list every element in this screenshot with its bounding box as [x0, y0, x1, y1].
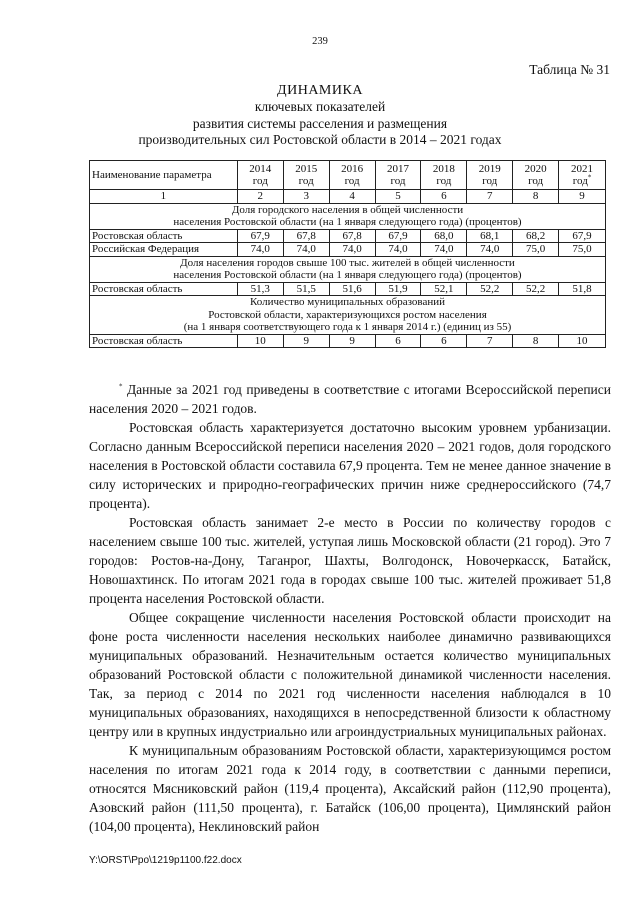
row-name: Российская Федерация — [90, 243, 238, 257]
table-row — [90, 243, 606, 257]
heading-line-4: производительных сил Ростовской области в 2014 – 2021 годах — [138, 132, 502, 147]
column-number: 6 — [421, 190, 467, 204]
cell-value: 51,9 — [375, 282, 421, 296]
paragraph: Ростовская область занимает 2-е место в России по количеству городов с населением свыше 100 тыс. жителей, уступая лишь Московской области (21 город). Это 7 городов: Ростов-на-Дону, Таганрог, Шахты, Волгодонск, Новочеркасск, Батайск, Новошахтинск. По итогам 2021 года в городах свыше 100 тыс. жителей проживает 51,8 процента населения Ростовской области. — [89, 515, 611, 606]
column-number: 9 — [559, 190, 606, 204]
column-number: 3 — [283, 190, 329, 204]
cell-value: 9 — [283, 334, 329, 348]
heading-line-2: ключевых показателей — [254, 99, 386, 114]
cell-value: 74,0 — [467, 243, 513, 257]
cell-value: 75,0 — [513, 243, 559, 257]
column-number: 7 — [467, 190, 513, 204]
section-title-row — [90, 296, 606, 335]
cell-value: 67,8 — [283, 229, 329, 243]
row-name: Ростовская область — [90, 229, 238, 243]
table-row — [90, 334, 606, 348]
column-number: 8 — [513, 190, 559, 204]
footnote-text: Данные за 2021 год приведены в соответствие с итогами Всероссийской переписи населения 2020 – 2021 годов. — [89, 382, 611, 416]
cell-value: 10 — [559, 334, 606, 348]
cell-value: 68,2 — [513, 229, 559, 243]
cell-value: 75,0 — [559, 243, 606, 257]
page-number: 239 — [312, 36, 328, 47]
cell-value: 67,9 — [559, 229, 606, 243]
cell-value: 68,0 — [421, 229, 467, 243]
heading-line-3: развития системы расселения и размещения — [192, 115, 448, 131]
header-row — [90, 161, 606, 190]
cell-value: 68,1 — [467, 229, 513, 243]
cell-value: 9 — [329, 334, 375, 348]
column-number: 4 — [329, 190, 375, 204]
cell-value: 6 — [421, 334, 467, 348]
paragraph: Ростовская область характеризуется достаточно высоким уровнем урбанизации. Согласно данным Всероссийской переписи населения 2020 – 2021 годов, доля городского населения в Ростовской области составила 67,9 процента. Тем не менее данное значение в силу исторических и природно-географических причин ниже среднероссийского (74,7 процента). — [89, 420, 611, 511]
cell-value: 51,8 — [559, 282, 606, 296]
year-header: 2015 год — [283, 161, 329, 190]
cell-value: 52,2 — [513, 282, 559, 296]
cell-value: 7 — [467, 334, 513, 348]
param-header: Наименование параметра — [90, 161, 238, 190]
body-text — [89, 380, 611, 836]
cell-value: 74,0 — [237, 243, 283, 257]
table-heading — [0, 82, 640, 149]
cell-value: 52,1 — [421, 282, 467, 296]
heading-title: ДИНАМИКА — [277, 83, 363, 98]
cell-value: 74,0 — [375, 243, 421, 257]
year-header: 2016 год — [329, 161, 375, 190]
cell-value: 51,3 — [237, 282, 283, 296]
section-title: Количество муниципальных образований Ростовской области, характеризующихся ростом населения (на 1 января соответствующего года к 1 января 2014 г.) (единиц из 55) — [90, 296, 606, 335]
row-name: Ростовская область — [90, 282, 238, 296]
cell-value: 74,0 — [329, 243, 375, 257]
cell-value: 10 — [237, 334, 283, 348]
year-header: 2017 год — [375, 161, 421, 190]
section-title: Доля городского населения в общей численности населения Ростовской области (на 1 января следующего года) (процентов) — [90, 203, 606, 229]
cell-value: 67,8 — [329, 229, 375, 243]
footnote-mark: * — [119, 382, 123, 391]
year-header: 2018 год — [421, 161, 467, 190]
table-label: Таблица № 31 — [529, 62, 610, 77]
cell-value: 6 — [375, 334, 421, 348]
column-number-row — [90, 190, 606, 204]
column-number: 5 — [375, 190, 421, 204]
column-number: 2 — [237, 190, 283, 204]
section-title-row — [90, 203, 606, 229]
table-row — [90, 282, 606, 296]
cell-value: 52,2 — [467, 282, 513, 296]
cell-value: 74,0 — [421, 243, 467, 257]
file-path: Y:\ORST\Ppo\1219p1100.f22.docx — [89, 855, 242, 866]
year-header: 2021 год* — [559, 161, 606, 190]
table-row — [90, 229, 606, 243]
section-title-row — [90, 256, 606, 282]
year-header: 2014 год — [237, 161, 283, 190]
cell-value: 51,6 — [329, 282, 375, 296]
cell-value: 74,0 — [283, 243, 329, 257]
cell-value: 8 — [513, 334, 559, 348]
cell-value: 51,5 — [283, 282, 329, 296]
indicators-table — [89, 160, 606, 348]
year-header: 2019 год — [467, 161, 513, 190]
column-number: 1 — [90, 190, 238, 204]
section-title: Доля населения городов свыше 100 тыс. жителей в общей численности населения Ростовской области (на 1 января следующего года) (процентов) — [90, 256, 606, 282]
footnote-mark: * — [587, 173, 592, 182]
row-name: Ростовская область — [90, 334, 238, 348]
paragraph: Общее сокращение численности населения Ростовской области происходит на фоне роста численности населения нескольких наиболее динамично развивающихся муниципальных образований. Незначительным остается количество муниципальных образований Ростовской области с положительной динамикой численности населения. Так, за период с 2014 по 2021 год численности населения наблюдался в 10 муниципальных образованиях, находящихся в непосредственной близости к областному центру или в крупных индустриально или агроиндустриальных муниципальных районах. — [89, 610, 611, 739]
cell-value: 67,9 — [375, 229, 421, 243]
footnote — [89, 380, 611, 418]
year-header: 2020 год — [513, 161, 559, 190]
cell-value: 67,9 — [237, 229, 283, 243]
paragraph: К муниципальным образованиям Ростовской области, характеризующимся ростом населения по итогам 2021 года к 2014 году, в соответствии с данными переписи, относятся Мясниковский район (119,4 процента), Аксайский район (112,90 процента), Азовский район (111,50 процента), г. Батайск (106,00 процента), Цимлянский район (104,00 процента), Неклиновский район — [89, 743, 611, 834]
